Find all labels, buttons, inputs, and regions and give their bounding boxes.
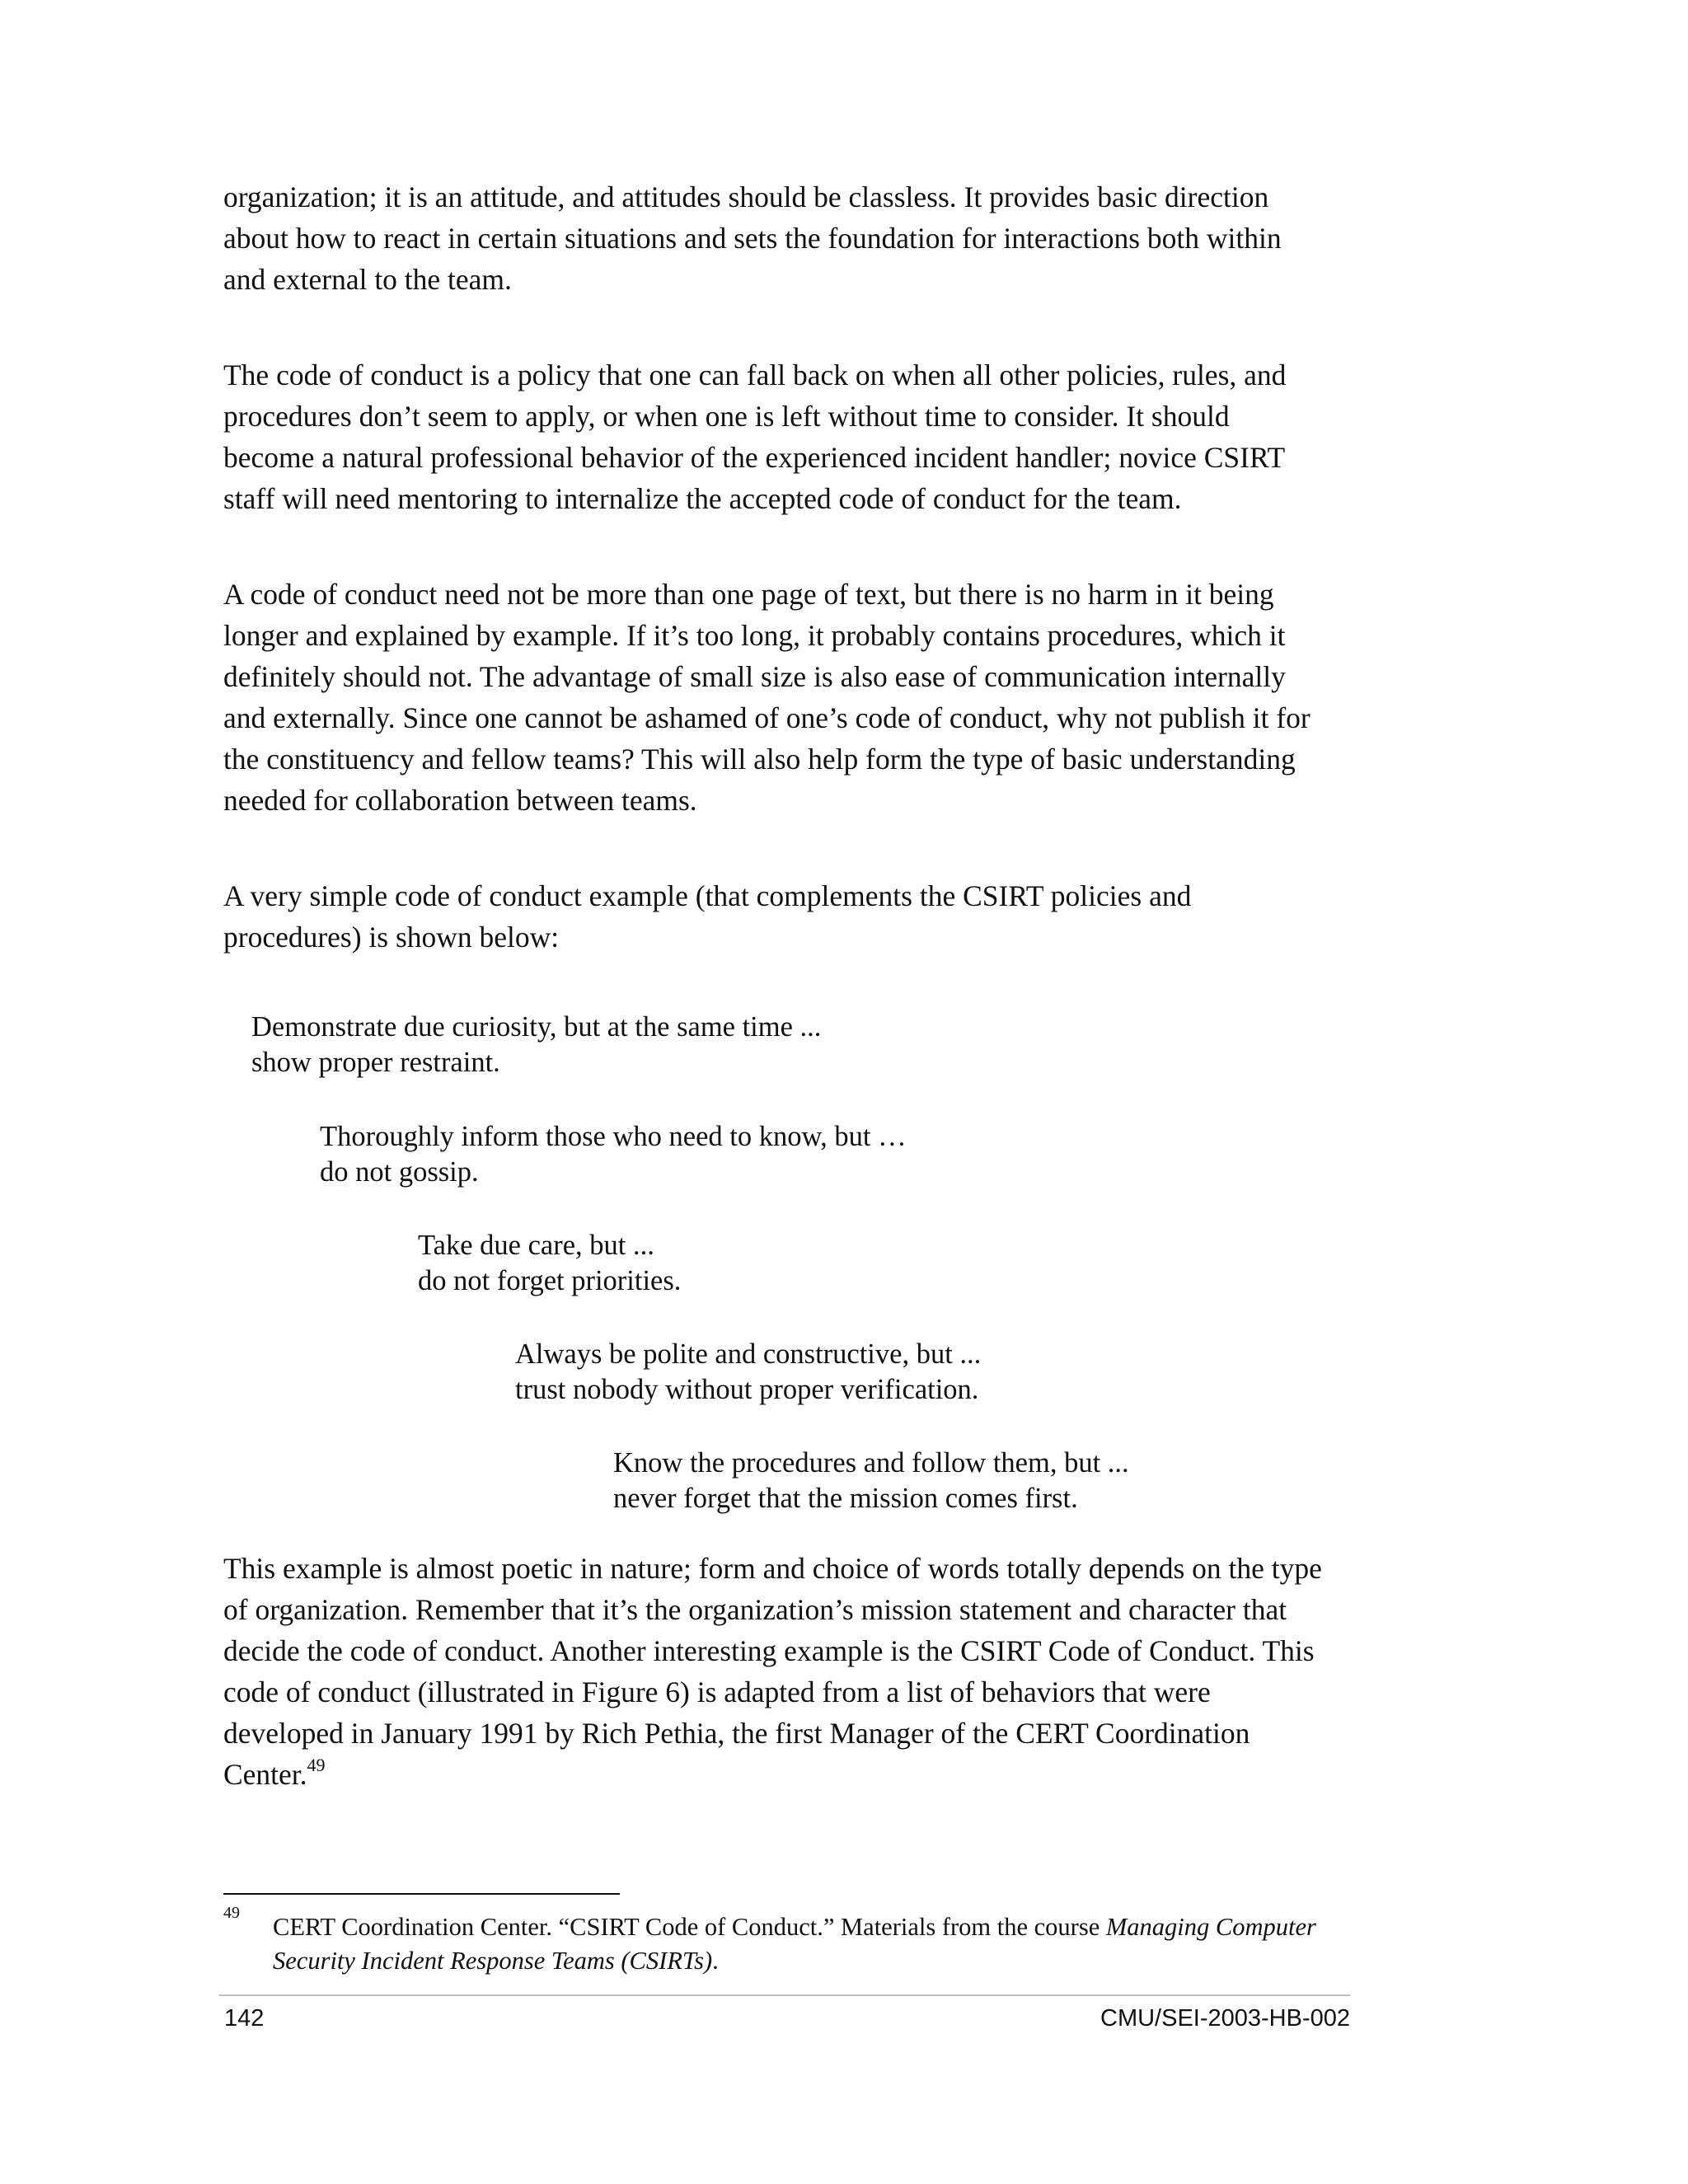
footnote-separator [223, 1893, 620, 1895]
footer-separator [219, 1994, 1350, 1996]
footnote-text-after: . [712, 1947, 719, 1975]
footnote-text [273, 1910, 1344, 1978]
footnote-course-title: Managing Computer Security Incident Response Teams (CSIRTs) [273, 1913, 1316, 1975]
document-id: CMU/SEI-2003-HB-002 [1100, 2005, 1350, 2032]
code-stanza-2: Thoroughly inform those who need to know, but … do not gossip. [320, 1121, 907, 1188]
code-stanza-4: Always be polite and constructive, but ... trust nobody without proper verification. [515, 1338, 982, 1405]
footnote-number: 49 [223, 1904, 240, 1922]
code-stanza-1: Demonstrate due curiosity, but at the same time ... show proper restraint. [251, 1011, 822, 1078]
paragraph-5 [223, 1548, 1377, 1795]
paragraph-1: organization; it is an attitude, and attitudes should be classless. It provides basic direction about how to react in certain situations and sets the foundation for interactions both within and external to the team. [223, 180, 1282, 296]
paragraph-5-text: This example is almost poetic in nature; form and choice of words totally depends on the type of organization. Remember that it’s the organization’s mission statement and character that decide the code of conduct. Another interesting example is the CSIRT Code of Conduct. This code of conduct (illustrated in Figure 6) is adapted from a list of behaviors that were developed in January 1991 by Rich Pethia, the first Manager of the CERT Coordination Center. [223, 1552, 1322, 1791]
paragraph-4: A very simple code of conduct example (that complements the CSIRT policies and procedures) is shown below: [223, 879, 1192, 954]
footnote-reference[interactable]: 49 [307, 1755, 326, 1776]
paragraph-2: The code of conduct is a policy that one can fall back on when all other policies, rules, and procedures don’t seem to apply, or when one is left without time to consider. It should become a natural professional behavior of the experienced incident handler; novice CSIRT staff will need mentoring to internalize the accepted code of conduct for the team. [223, 359, 1287, 515]
footnote-text-before: CERT Coordination Center. “CSIRT Code of Conduct.” Materials from the course [273, 1913, 1106, 1941]
paragraph-3: A code of conduct need not be more than one page of text, but there is no harm in it being longer and explained by example. If it’s too long, it probably contains procedures, which it definitely should not. The advantage of small size is also ease of communication internally and externally. Since one cannot be ashamed of one’s code of conduct, why not publish it for the constituency and fellow teams? This will also help form the type of basic understanding needed for collaboration between teams. [223, 578, 1311, 817]
code-stanza-5: Know the procedures and follow them, but ... never forget that the mission comes first. [613, 1447, 1129, 1514]
code-stanza-3: Take due care, but ... do not forget priorities. [418, 1230, 682, 1296]
page-number: 142 [224, 2005, 265, 2032]
